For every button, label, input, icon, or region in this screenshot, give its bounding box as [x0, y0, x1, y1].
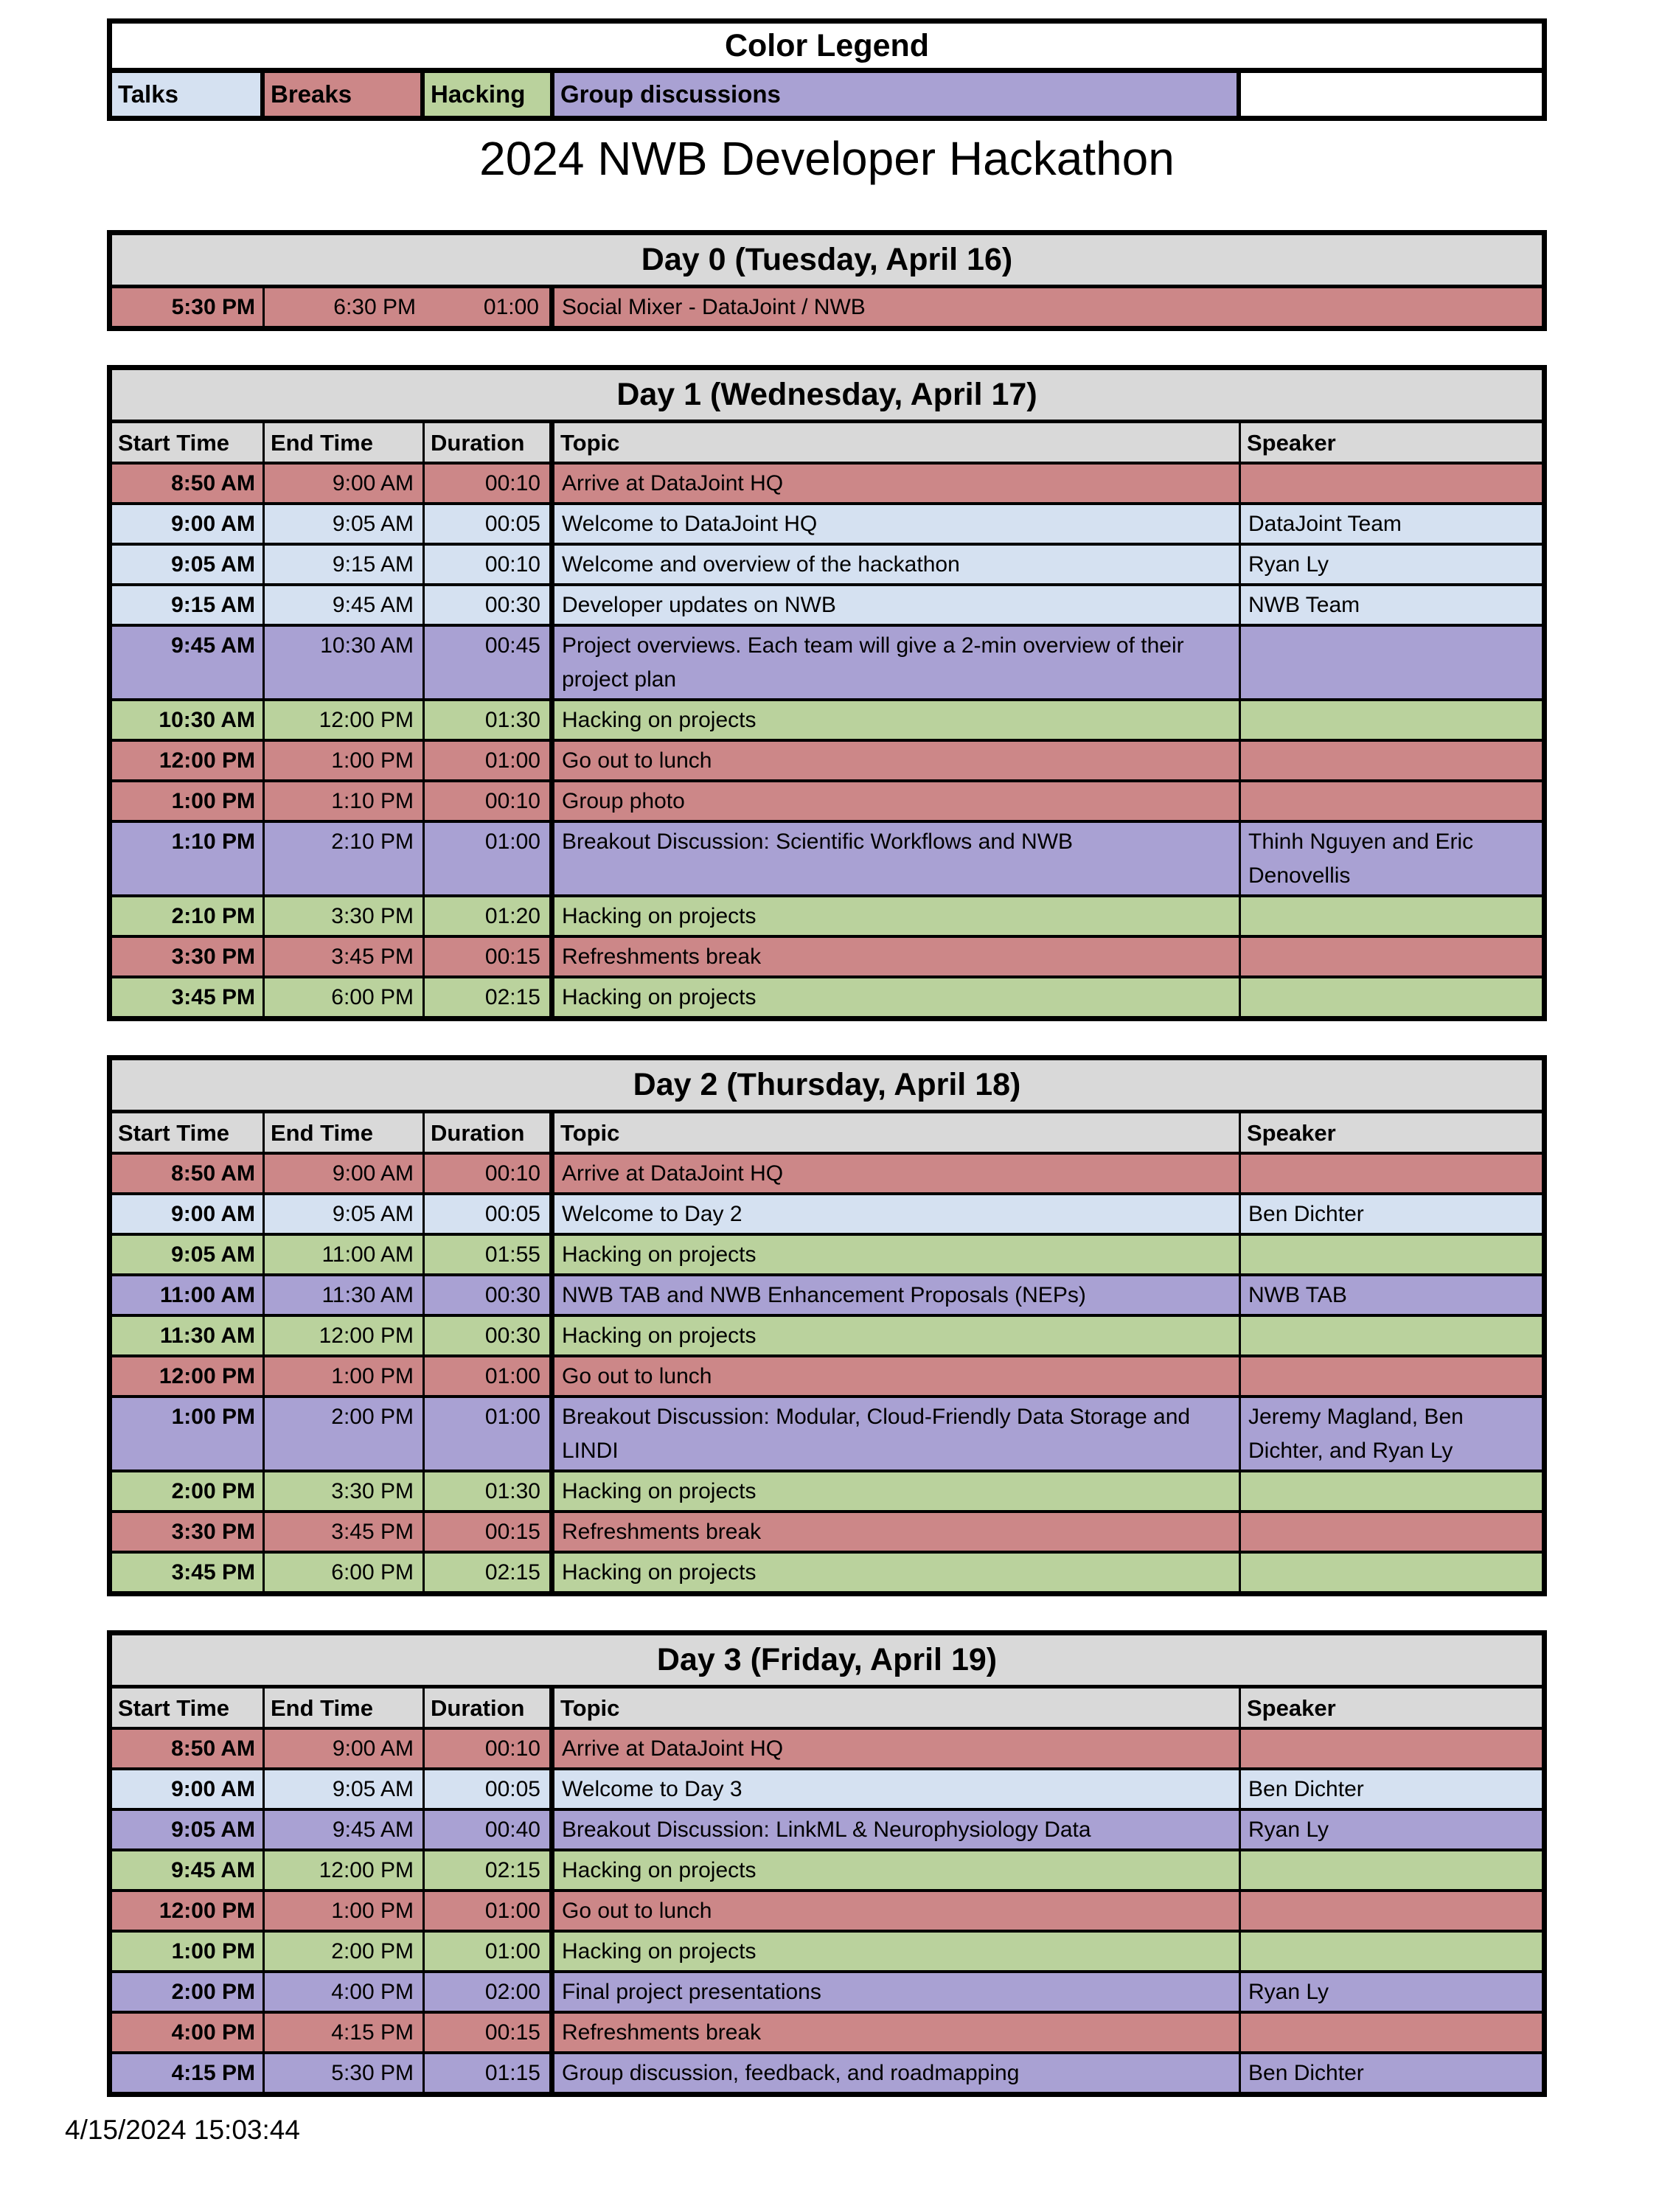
speaker-cell [1241, 1554, 1542, 1591]
duration-cell: 02:00 [425, 1973, 554, 2011]
duration-cell: 00:05 [425, 505, 554, 543]
schedule-row [112, 1273, 1542, 1314]
start-time-cell: 1:10 PM [112, 823, 265, 894]
end-time-cell: 9:05 AM [265, 1195, 425, 1233]
speaker-cell [1241, 701, 1542, 739]
topic-cell: Breakout Discussion: Scientific Workflows and NWB [554, 823, 1241, 894]
start-time-cell: 9:15 AM [112, 586, 265, 624]
start-time-cell: 8:50 AM [112, 465, 265, 502]
speaker-cell [1241, 938, 1542, 975]
schedule-row [112, 739, 1542, 779]
topic-cell: Final project presentations [554, 1973, 1241, 2011]
start-time-cell: 1:00 PM [112, 1933, 265, 1970]
start-time-cell: 12:00 PM [112, 1357, 265, 1395]
topic-cell: Group photo [554, 782, 1241, 820]
col-header-topic: Topic [554, 1113, 1241, 1152]
schedule-row [112, 1510, 1542, 1551]
speaker-cell [1241, 1155, 1542, 1192]
col-header-end-time: End Time [265, 423, 425, 462]
end-time-cell: 9:05 AM [265, 1770, 425, 1808]
duration-cell: 02:15 [425, 1851, 554, 1889]
end-time-cell: 1:00 PM [265, 1357, 425, 1395]
speaker-cell: NWB Team [1248, 593, 1360, 617]
end-time-cell: 11:30 AM [265, 1276, 425, 1314]
speaker-cell [1241, 978, 1542, 1016]
schedule-row [112, 2051, 1542, 2092]
start-time-cell: 3:45 PM [112, 978, 265, 1016]
end-time-cell: 2:00 PM [265, 1933, 425, 1970]
day-tables-slot [0, 230, 1659, 2097]
col-header-start-time: Start Time [112, 1688, 265, 1727]
duration-cell: 00:30 [425, 586, 554, 624]
day-rows [112, 1730, 1542, 2092]
duration-cell: 01:00 [425, 1398, 554, 1470]
duration-cell: 01:30 [425, 701, 554, 739]
col-header-duration: Duration [425, 423, 554, 462]
column-header-row [112, 1688, 1542, 1730]
duration-cell: 00:15 [425, 2014, 554, 2051]
topic-cell: Hacking on projects [554, 1933, 1241, 1970]
col-header-end-time: End Time [265, 1113, 425, 1152]
schedule-row [112, 1730, 1542, 1767]
end-time-cell: 9:00 AM [265, 1155, 425, 1192]
col-header-topic: Topic [554, 1688, 1241, 1727]
speaker-cell: DataJoint Team [1248, 512, 1402, 536]
duration-cell: 01:00 [425, 1357, 554, 1395]
duration-cell: 01:00 [483, 295, 539, 319]
schedule-row [112, 502, 1542, 543]
end-time-cell: 12:00 PM [265, 701, 425, 739]
start-time-cell: 9:45 AM [112, 627, 265, 698]
day-rows [112, 288, 1542, 326]
start-time-cell: 4:15 PM [112, 2054, 265, 2092]
schedule-row [112, 543, 1542, 583]
topic-cell: Welcome and overview of the hackathon [554, 546, 1241, 583]
start-time-cell: 12:00 PM [112, 742, 265, 779]
topic-cell: Arrive at DataJoint HQ [554, 1730, 1241, 1767]
end-time-cell: 12:00 PM [265, 1851, 425, 1889]
start-time-cell: 3:30 PM [112, 938, 265, 975]
start-time-cell: 9:05 AM [112, 1811, 265, 1848]
col-header-start-time: Start Time [112, 1113, 265, 1152]
start-time-cell: 10:30 AM [112, 701, 265, 739]
schedule-row [112, 2011, 1542, 2051]
schedule-row [112, 1354, 1542, 1395]
schedule-row [112, 1470, 1542, 1510]
start-time-cell: 3:45 PM [112, 1554, 265, 1591]
schedule-row [112, 1551, 1542, 1591]
col-header-speaker: Speaker [1247, 1119, 1336, 1146]
topic-cell: Breakout Discussion: Modular, Cloud-Friendly Data Storage and LINDI [554, 1398, 1241, 1470]
start-time-cell: 11:00 AM [112, 1276, 265, 1314]
start-time-cell: 2:00 PM [112, 1472, 265, 1510]
speaker-cell [1241, 1851, 1542, 1889]
schedule-row [112, 1395, 1542, 1470]
duration-cell: 00:10 [425, 1155, 554, 1192]
end-time-cell: 9:45 AM [265, 1811, 425, 1848]
column-header-row [112, 423, 1542, 465]
end-time-cell: 3:45 PM [265, 1513, 425, 1551]
topic-cell: Hacking on projects [554, 897, 1241, 935]
duration-cell: 01:00 [425, 1933, 554, 1970]
day-header: Day 3 (Friday, April 19) [112, 1635, 1542, 1688]
end-time-cell: 6:30 PM [333, 295, 416, 319]
duration-cell: 00:10 [425, 465, 554, 502]
schedule-row [112, 820, 1542, 894]
day-table-1 [107, 365, 1547, 1021]
page-title: 2024 NWB Developer Hackathon [479, 132, 1175, 185]
day-table-2 [107, 1055, 1547, 1596]
end-time-cell: 3:45 PM [265, 938, 425, 975]
topic-cell: Hacking on projects [554, 1317, 1241, 1354]
start-time-cell: 8:50 AM [112, 1730, 265, 1767]
topic-cell: Breakout Discussion: LinkML & Neurophysiology Data [554, 1811, 1241, 1848]
duration-cell: 00:40 [425, 1811, 554, 1848]
speaker-cell: Ryan Ly [1248, 552, 1329, 577]
speaker-cell [1241, 2014, 1542, 2051]
topic-cell: Go out to lunch [554, 1892, 1241, 1930]
topic-cell: Go out to lunch [554, 1357, 1241, 1395]
end-time-cell: 1:00 PM [265, 1892, 425, 1930]
duration-cell: 01:00 [425, 823, 554, 894]
schedule-row [112, 1192, 1542, 1233]
start-time-cell: 9:45 AM [112, 1851, 265, 1889]
schedule-row [112, 975, 1542, 1016]
speaker-cell [1241, 1357, 1542, 1395]
duration-cell: 01:20 [425, 897, 554, 935]
day-table-3 [107, 1630, 1547, 2097]
start-time-cell: 9:00 AM [112, 505, 265, 543]
end-time-cell: 9:05 AM [265, 505, 425, 543]
end-time-cell: 10:30 AM [265, 627, 425, 698]
day-rows [112, 465, 1542, 1016]
day-table-0 [107, 230, 1547, 331]
schedule-row [112, 698, 1542, 739]
topic-cell: Welcome to Day 2 [554, 1195, 1241, 1233]
schedule-row [112, 1233, 1542, 1273]
speaker-cell: Jeremy Magland, Ben Dichter, and Ryan Ly [1248, 1405, 1464, 1463]
schedule-row [112, 1889, 1542, 1930]
speaker-cell [1241, 465, 1542, 502]
duration-cell: 00:10 [425, 1730, 554, 1767]
start-time-cell: 1:00 PM [112, 1398, 265, 1470]
speaker-cell [1241, 1472, 1542, 1510]
end-time-cell: 6:00 PM [265, 978, 425, 1016]
start-time-cell: 3:30 PM [112, 1513, 265, 1551]
speaker-cell [1241, 897, 1542, 935]
legend-item-discussion: Group discussions [554, 73, 1241, 116]
end-time-cell: 4:15 PM [265, 2014, 425, 2051]
schedule-row [112, 779, 1542, 820]
speaker-cell [1241, 1892, 1542, 1930]
column-header-row [112, 1113, 1542, 1155]
start-time-cell: 9:00 AM [112, 1770, 265, 1808]
legend-table [107, 18, 1547, 121]
duration-cell: 01:00 [425, 742, 554, 779]
schedule-row [112, 1970, 1542, 2011]
topic-cell: Developer updates on NWB [554, 586, 1241, 624]
duration-cell: 01:55 [425, 1236, 554, 1273]
end-time-cell: 9:15 AM [265, 546, 425, 583]
start-time-cell: 9:00 AM [112, 1195, 265, 1233]
duration-cell: 01:30 [425, 1472, 554, 1510]
schedule-row [112, 583, 1542, 624]
duration-cell: 00:30 [425, 1276, 554, 1314]
duration-cell: 00:10 [425, 546, 554, 583]
schedule-row [112, 1930, 1542, 1970]
start-time-cell: 11:30 AM [112, 1317, 265, 1354]
speaker-cell [1241, 1513, 1542, 1551]
duration-cell: 02:15 [425, 978, 554, 1016]
duration-cell: 00:05 [425, 1195, 554, 1233]
speaker-cell: Ryan Ly [1248, 1818, 1329, 1842]
speaker-cell [1241, 1730, 1542, 1767]
topic-cell: Hacking on projects [554, 978, 1241, 1016]
end-time-cell: 6:00 PM [265, 1554, 425, 1591]
topic-cell: Refreshments break [554, 2014, 1241, 2051]
end-time-cell: 12:00 PM [265, 1317, 425, 1354]
schedule-row [112, 1808, 1542, 1848]
legend-slot [0, 18, 1659, 121]
speaker-cell [1241, 1933, 1542, 1970]
legend-item-breaks: Breaks [265, 73, 425, 116]
col-header-start-time: Start Time [112, 423, 265, 462]
day-header: Day 1 (Wednesday, April 17) [112, 370, 1542, 423]
schedule-row [112, 1314, 1542, 1354]
start-time-cell: 5:30 PM [112, 288, 265, 326]
end-time-cell: 2:10 PM [265, 823, 425, 894]
speaker-cell [1241, 1317, 1542, 1354]
duration-cell: 00:15 [425, 1513, 554, 1551]
start-time-cell: 2:00 PM [112, 1973, 265, 2011]
col-header-speaker: Speaker [1247, 429, 1336, 456]
end-duration-cell [265, 288, 554, 326]
topic-cell: Welcome to DataJoint HQ [554, 505, 1241, 543]
end-time-cell: 4:00 PM [265, 1973, 425, 2011]
topic-cell: NWB TAB and NWB Enhancement Proposals (NEPs) [554, 1276, 1241, 1314]
duration-cell: 00:05 [425, 1770, 554, 1808]
duration-cell: 01:00 [425, 1892, 554, 1930]
legend-empty-cell [1241, 73, 1542, 116]
col-header-end-time: End Time [265, 1688, 425, 1727]
speaker-cell: NWB TAB [1248, 1283, 1347, 1307]
duration-cell: 00:15 [425, 938, 554, 975]
duration-cell: 00:30 [425, 1317, 554, 1354]
legend-title: Color Legend [112, 24, 1542, 73]
schedule-row [112, 1767, 1542, 1808]
schedule-row [112, 1848, 1542, 1889]
speaker-cell: Ben Dichter [1248, 1777, 1364, 1801]
col-header-topic: Topic [554, 423, 1241, 462]
topic-cell: Arrive at DataJoint HQ [554, 1155, 1241, 1192]
end-time-cell: 5:30 PM [265, 2054, 425, 2092]
topic-cell: Arrive at DataJoint HQ [554, 465, 1241, 502]
topic-cell: Project overviews. Each team will give a 2-min overview of their project plan [554, 627, 1241, 698]
speaker-cell: Ben Dichter [1248, 2061, 1364, 2085]
topic-cell: Refreshments break [554, 938, 1241, 975]
col-header-speaker: Speaker [1247, 1694, 1336, 1721]
topic-cell: Go out to lunch [554, 742, 1241, 779]
duration-cell: 02:15 [425, 1554, 554, 1591]
schedule-row [112, 1155, 1542, 1192]
start-time-cell: 9:05 AM [112, 1236, 265, 1273]
start-time-cell: 8:50 AM [112, 1155, 265, 1192]
end-time-cell: 2:00 PM [265, 1398, 425, 1470]
day-header: Day 0 (Tuesday, April 16) [112, 235, 1542, 288]
duration-cell: 00:45 [425, 627, 554, 698]
start-time-cell: 2:10 PM [112, 897, 265, 935]
end-time-cell: 11:00 AM [265, 1236, 425, 1273]
start-time-cell: 9:05 AM [112, 546, 265, 583]
speaker-cell: Ryan Ly [1248, 1980, 1329, 2004]
schedule-row [112, 465, 1542, 502]
timestamp: 4/15/2024 15:03:44 [65, 2115, 300, 2145]
speaker-cell: Thinh Nguyen and Eric Denovellis [1248, 830, 1474, 888]
col-header-duration: Duration [425, 1688, 554, 1727]
speaker-cell [1241, 742, 1542, 779]
topic-cell: Hacking on projects [554, 1554, 1241, 1591]
speaker-cell [1241, 782, 1542, 820]
schedule-row [112, 894, 1542, 935]
duration-cell: 00:10 [425, 782, 554, 820]
legend-item-talks: Talks [112, 73, 265, 116]
start-time-cell: 4:00 PM [112, 2014, 265, 2051]
legend-row [112, 73, 1542, 116]
speaker-cell: Ben Dichter [1248, 1202, 1364, 1226]
day-rows [112, 1155, 1542, 1591]
topic-cell: Social Mixer - DataJoint / NWB [562, 295, 866, 319]
end-time-cell: 9:00 AM [265, 465, 425, 502]
schedule-row [112, 288, 1542, 326]
topic-cell: Hacking on projects [554, 1236, 1241, 1273]
day-header: Day 2 (Thursday, April 18) [112, 1060, 1542, 1113]
legend-item-hacking: Hacking [425, 73, 554, 116]
end-time-cell: 3:30 PM [265, 897, 425, 935]
speaker-cell [1241, 627, 1542, 698]
start-time-cell: 1:00 PM [112, 782, 265, 820]
end-time-cell: 1:00 PM [265, 742, 425, 779]
topic-cell: Hacking on projects [554, 701, 1241, 739]
topic-cell: Refreshments break [554, 1513, 1241, 1551]
topic-cell: Welcome to Day 3 [554, 1770, 1241, 1808]
end-time-cell: 9:00 AM [265, 1730, 425, 1767]
end-time-cell: 3:30 PM [265, 1472, 425, 1510]
topic-cell: Hacking on projects [554, 1472, 1241, 1510]
topic-cell: Hacking on projects [554, 1851, 1241, 1889]
speaker-cell [1241, 1236, 1542, 1273]
col-header-duration: Duration [425, 1113, 554, 1152]
end-time-cell: 1:10 PM [265, 782, 425, 820]
start-time-cell: 12:00 PM [112, 1892, 265, 1930]
schedule-row [112, 624, 1542, 698]
duration-cell: 01:15 [425, 2054, 554, 2092]
topic-cell: Group discussion, feedback, and roadmapping [554, 2054, 1241, 2092]
end-time-cell: 9:45 AM [265, 586, 425, 624]
schedule-row [112, 935, 1542, 975]
